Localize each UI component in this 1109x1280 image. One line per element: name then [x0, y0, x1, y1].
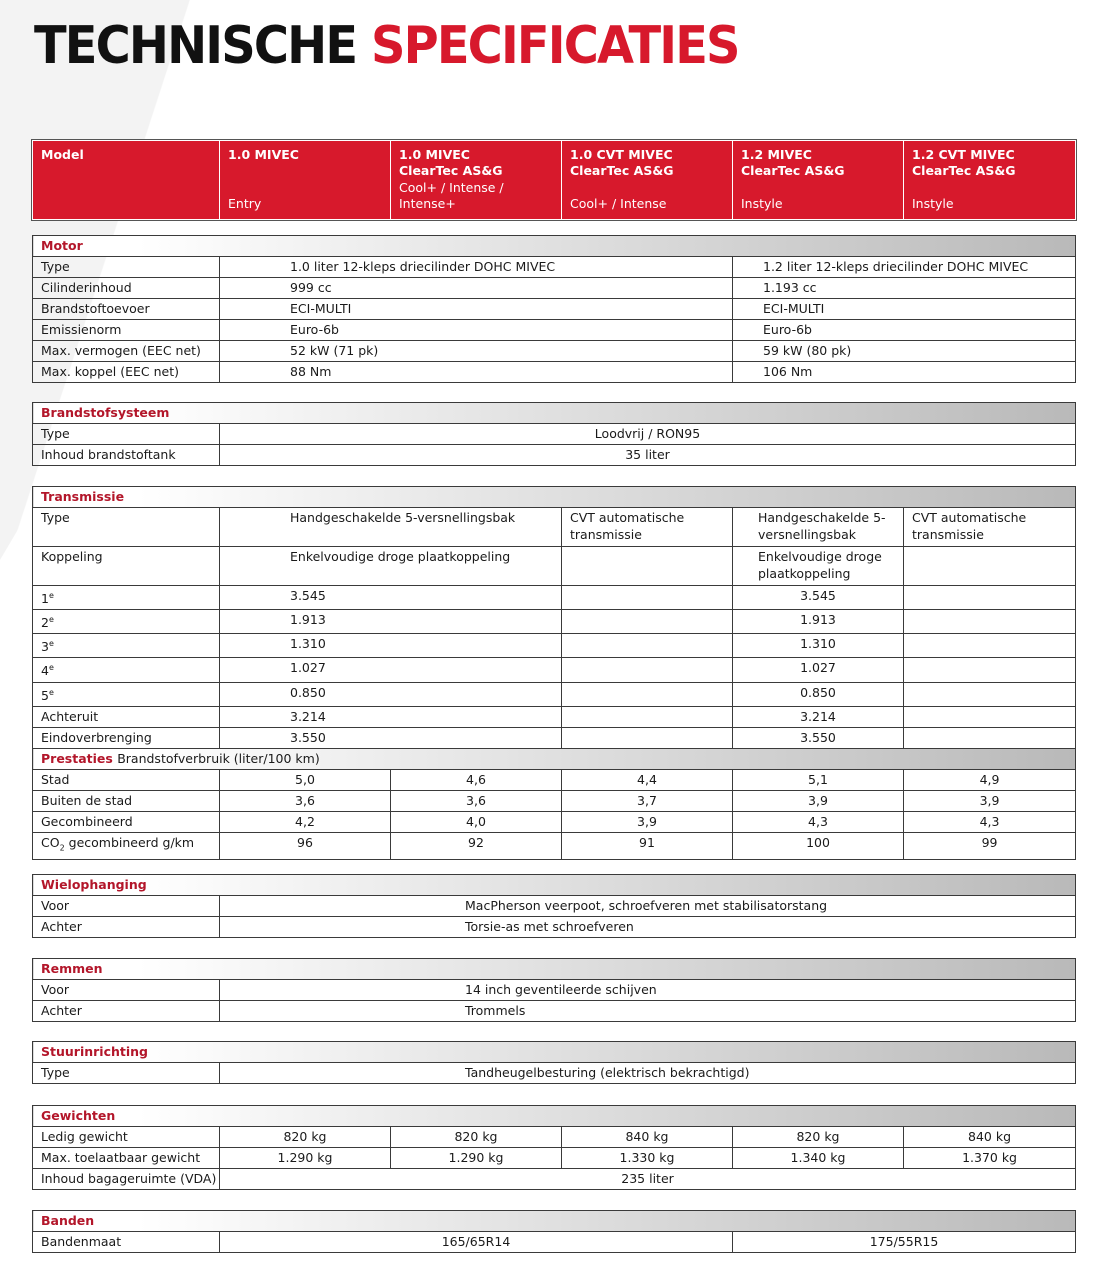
- cell: 0.850: [733, 682, 904, 706]
- section-title-stuurinrichting: Stuurinrichting: [33, 1042, 1076, 1063]
- motor-table: [32, 235, 1076, 383]
- row-label: Gecombineerd: [33, 812, 220, 833]
- row-label: Stad: [33, 770, 220, 791]
- model-name: 1.0 CVT MIVEC ClearTec AS&G: [570, 147, 674, 178]
- cell: 3.214: [733, 706, 904, 727]
- cell: Euro-6b: [220, 320, 733, 341]
- cell: 1.913: [733, 610, 904, 634]
- table-row: [33, 445, 1076, 466]
- row-label: 5e: [33, 682, 220, 706]
- row-label: Cilinderinhoud: [33, 278, 220, 299]
- cell: 35 liter: [220, 445, 1076, 466]
- row-label: Achteruit: [33, 706, 220, 727]
- cell: MacPherson veerpoot, schroefveren met stabilisatorstang: [220, 896, 1076, 917]
- row-label: Inhoud bagageruimte (VDA): [33, 1169, 220, 1190]
- row-label: 4e: [33, 658, 220, 682]
- cell: 99: [904, 833, 1076, 860]
- model-label-cell: [33, 141, 220, 220]
- cell: 235 liter: [220, 1169, 1076, 1190]
- model-column-4: [733, 141, 904, 220]
- cell: 3.545: [733, 586, 904, 610]
- row-label: Emissienorm: [33, 320, 220, 341]
- table-row: [33, 1232, 1076, 1253]
- model-header-table: [32, 140, 1076, 220]
- cell: 4,4: [562, 770, 733, 791]
- table-row: [33, 547, 1076, 586]
- table-row: [33, 341, 1076, 362]
- cell: 1.027: [220, 658, 562, 682]
- cell: 5,0: [220, 770, 391, 791]
- prestaties-table: [32, 748, 1076, 860]
- table-row: [33, 1127, 1076, 1148]
- table-row: [33, 257, 1076, 278]
- cell-empty: [562, 706, 733, 727]
- table-row: [33, 1063, 1076, 1084]
- row-label: Type: [33, 508, 220, 547]
- table-row: [33, 658, 1076, 682]
- cell: 91: [562, 833, 733, 860]
- model-variant: Cool+ / Intense: [570, 196, 667, 211]
- table-row: [33, 917, 1076, 938]
- row-label: Achter: [33, 1001, 220, 1022]
- section-title-remmen: Remmen: [33, 959, 1076, 980]
- cell: 100: [733, 833, 904, 860]
- table-row: [33, 980, 1076, 1001]
- row-label: Koppeling: [33, 547, 220, 586]
- cell: 4,3: [733, 812, 904, 833]
- cell-empty: [562, 682, 733, 706]
- cell-empty: [904, 727, 1076, 748]
- model-name: 1.0 MIVEC ClearTec AS&G: [399, 147, 503, 178]
- model-label: Model: [41, 147, 84, 162]
- row-label: Max. koppel (EEC net): [33, 362, 220, 383]
- model-column-3: [562, 141, 733, 220]
- cell: 840 kg: [904, 1127, 1076, 1148]
- row-label: Type: [33, 1063, 220, 1084]
- cell: 1.913: [220, 610, 562, 634]
- cell: 1.193 cc: [733, 278, 1076, 299]
- cell-empty: [904, 658, 1076, 682]
- cell: 3.214: [220, 706, 562, 727]
- cell: 1.290 kg: [391, 1148, 562, 1169]
- cell: 88 Nm: [220, 362, 733, 383]
- row-label: Ledig gewicht: [33, 1127, 220, 1148]
- table-row: [33, 362, 1076, 383]
- cell: ECI-MULTI: [733, 299, 1076, 320]
- cell: Handgeschakelde 5-versnellingsbak: [220, 508, 562, 547]
- brandstof-table: [32, 402, 1076, 466]
- cell: ECI-MULTI: [220, 299, 733, 320]
- row-label: 1e: [33, 586, 220, 610]
- cell-empty: [562, 586, 733, 610]
- cell: CVT automatische transmissie: [904, 508, 1076, 547]
- cell: 106 Nm: [733, 362, 1076, 383]
- cell: 92: [391, 833, 562, 860]
- transmissie-table: [32, 486, 1076, 749]
- table-row: [33, 791, 1076, 812]
- model-column-2: [391, 141, 562, 220]
- table-row: [33, 1001, 1076, 1022]
- row-label: Voor: [33, 980, 220, 1001]
- cell: 4,3: [904, 812, 1076, 833]
- cell: 4,0: [391, 812, 562, 833]
- cell: Handgeschakelde 5-versnellingsbak: [733, 508, 904, 547]
- cell: 820 kg: [220, 1127, 391, 1148]
- title-part-2: SPECIFICATIES: [371, 16, 739, 76]
- cell: 5,1: [733, 770, 904, 791]
- cell: 1.290 kg: [220, 1148, 391, 1169]
- table-row: [33, 508, 1076, 547]
- cell: 999 cc: [220, 278, 733, 299]
- cell: Tandheugelbesturing (elektrisch bekrachtigd): [220, 1063, 1076, 1084]
- table-row: [33, 320, 1076, 341]
- cell: 3,9: [733, 791, 904, 812]
- section-title-wielophanging: Wielophanging: [33, 875, 1076, 896]
- cell: Euro-6b: [733, 320, 1076, 341]
- cell-empty: [562, 658, 733, 682]
- row-label: $CO_2$ gecombineerd g/km: [33, 833, 220, 860]
- model-name: 1.0 MIVEC: [228, 147, 299, 162]
- cell: 3,6: [220, 791, 391, 812]
- gewichten-table: [32, 1105, 1076, 1190]
- row-label: Type: [33, 257, 220, 278]
- model-variant: Instyle: [741, 196, 783, 211]
- cell: 1.340 kg: [733, 1148, 904, 1169]
- banden-table: [32, 1210, 1076, 1253]
- row-label: Max. toelaatbaar gewicht: [33, 1148, 220, 1169]
- cell: 3.545: [220, 586, 562, 610]
- table-row: [33, 1148, 1076, 1169]
- table-row: [33, 706, 1076, 727]
- cell: Torsie-as met schroefveren: [220, 917, 1076, 938]
- cell: 4,6: [391, 770, 562, 791]
- cell: 1.310: [220, 634, 562, 658]
- cell: 3.550: [220, 727, 562, 748]
- cell: 4,9: [904, 770, 1076, 791]
- section-title-transmissie: Transmissie: [33, 487, 1076, 508]
- cell-empty: [562, 547, 733, 586]
- cell: 1.0 liter 12-kleps driecilinder DOHC MIVEC: [220, 257, 733, 278]
- cell-empty: [562, 634, 733, 658]
- cell: 14 inch geventileerde schijven: [220, 980, 1076, 1001]
- cell-empty: [904, 682, 1076, 706]
- row-label: 3e: [33, 634, 220, 658]
- wielophanging-table: [32, 874, 1076, 938]
- table-row: [33, 278, 1076, 299]
- model-name: 1.2 MIVEC ClearTec AS&G: [741, 147, 845, 178]
- cell: 1.027: [733, 658, 904, 682]
- row-label: 2e: [33, 610, 220, 634]
- cell: 52 kW (71 pk): [220, 341, 733, 362]
- row-label: Bandenmaat: [33, 1232, 220, 1253]
- cell: 165/65R14: [220, 1232, 733, 1253]
- table-row: [33, 770, 1076, 791]
- cell-empty: [904, 547, 1076, 586]
- model-name: 1.2 CVT MIVEC ClearTec AS&G: [912, 147, 1016, 178]
- table-row: [33, 727, 1076, 748]
- cell-empty: [904, 610, 1076, 634]
- cell: 1.2 liter 12-kleps driecilinder DOHC MIVEC: [733, 257, 1076, 278]
- remmen-table: [32, 958, 1076, 1022]
- cell: 820 kg: [733, 1127, 904, 1148]
- table-row: [33, 634, 1076, 658]
- cell: Trommels: [220, 1001, 1076, 1022]
- cell: 1.370 kg: [904, 1148, 1076, 1169]
- model-variant: Instyle: [912, 196, 954, 211]
- model-column-1: [220, 141, 391, 220]
- cell: 4,2: [220, 812, 391, 833]
- model-variant: Entry: [228, 196, 262, 211]
- section-title-brandstofsysteem: Brandstofsysteem: [33, 403, 1076, 424]
- cell: 3,9: [904, 791, 1076, 812]
- row-label: Eindoverbrenging: [33, 727, 220, 748]
- section-title-gewichten: Gewichten: [33, 1106, 1076, 1127]
- row-label: Type: [33, 424, 220, 445]
- row-label: Brandstoftoevoer: [33, 299, 220, 320]
- row-label: Achter: [33, 917, 220, 938]
- table-row: [33, 833, 1076, 860]
- stuurinrichting-table: [32, 1041, 1076, 1084]
- cell: 175/55R15: [733, 1232, 1076, 1253]
- title-part-1: TECHNISCHE: [34, 16, 357, 76]
- table-row: [33, 586, 1076, 610]
- cell: 59 kW (80 pk): [733, 341, 1076, 362]
- table-row: [33, 896, 1076, 917]
- cell: Loodvrij / RON95: [220, 424, 1076, 445]
- cell-empty: [562, 610, 733, 634]
- section-title-prestaties: Prestaties Brandstofverbruik (liter/100 km): [33, 749, 1076, 770]
- section-title-motor: Motor: [33, 236, 1076, 257]
- cell: 3,9: [562, 812, 733, 833]
- row-label: Buiten de stad: [33, 791, 220, 812]
- cell: 820 kg: [391, 1127, 562, 1148]
- cell: 3,7: [562, 791, 733, 812]
- section-title-banden: Banden: [33, 1211, 1076, 1232]
- model-column-5: [904, 141, 1076, 220]
- row-label: Inhoud brandstoftank: [33, 445, 220, 466]
- model-variant: Cool+ / Intense / Intense+: [399, 180, 504, 211]
- cell: 840 kg: [562, 1127, 733, 1148]
- cell: 96: [220, 833, 391, 860]
- cell-empty: [562, 727, 733, 748]
- cell-empty: [904, 706, 1076, 727]
- table-row: [33, 299, 1076, 320]
- table-row: [33, 424, 1076, 445]
- row-label: Voor: [33, 896, 220, 917]
- page-title: [34, 14, 739, 78]
- table-row: [33, 1169, 1076, 1190]
- cell: 1.310: [733, 634, 904, 658]
- cell-empty: [904, 586, 1076, 610]
- cell-empty: [904, 634, 1076, 658]
- row-label: Max. vermogen (EEC net): [33, 341, 220, 362]
- cell: 1.330 kg: [562, 1148, 733, 1169]
- cell: 3,6: [391, 791, 562, 812]
- cell: CVT automatische transmissie: [562, 508, 733, 547]
- table-row: [33, 610, 1076, 634]
- cell: 0.850: [220, 682, 562, 706]
- cell: 3.550: [733, 727, 904, 748]
- table-row: [33, 812, 1076, 833]
- cell: Enkelvoudige droge plaatkoppeling: [220, 547, 562, 586]
- table-row: [33, 682, 1076, 706]
- cell: Enkelvoudige droge plaatkoppeling: [733, 547, 904, 586]
